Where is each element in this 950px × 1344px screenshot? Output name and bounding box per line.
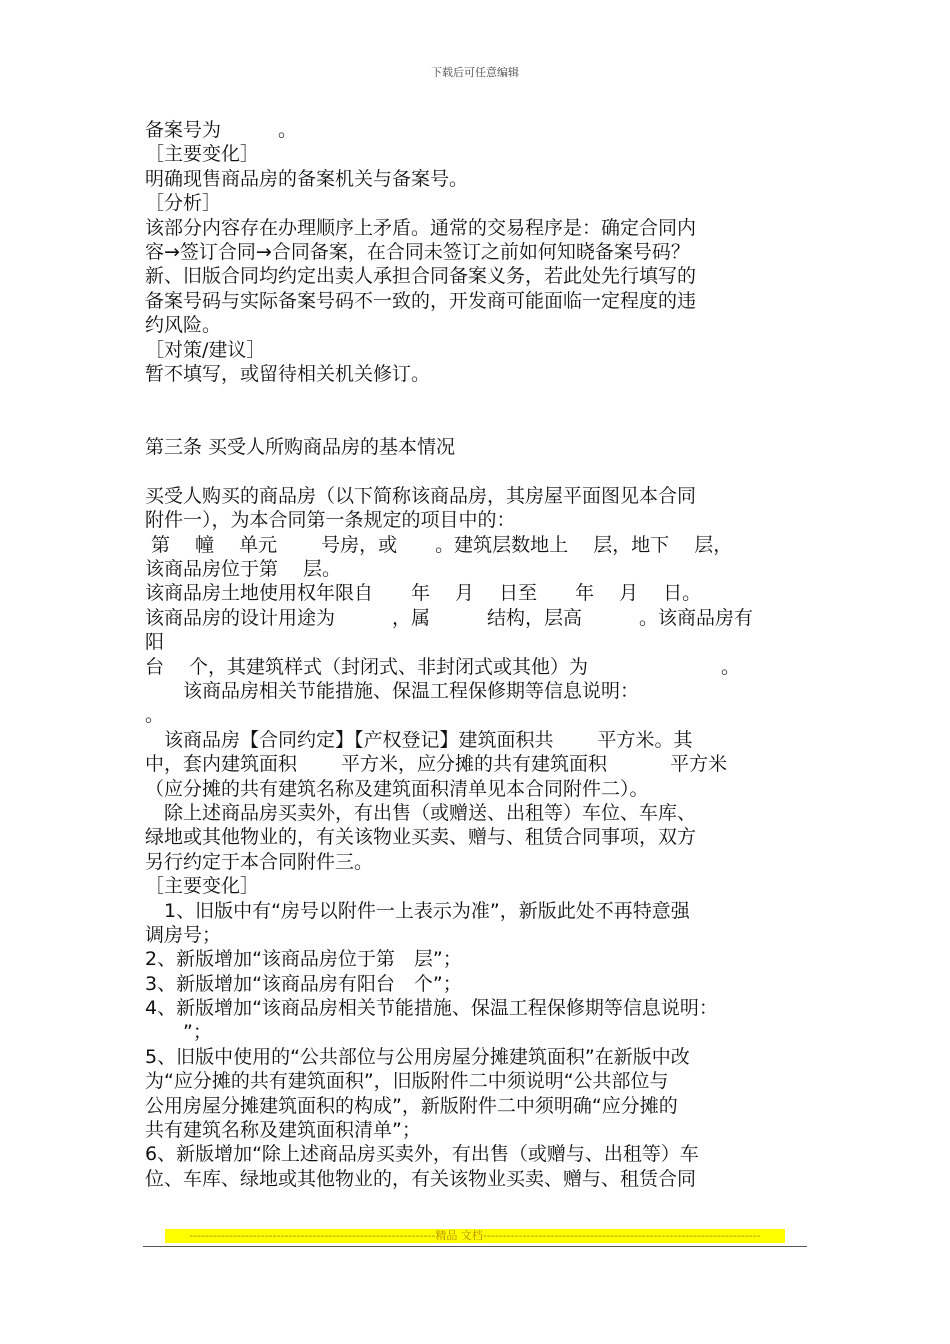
text-line: 5、旧版中使用的“公共部位与公用房屋分摊建筑面积”在新版中改 bbox=[145, 1045, 690, 1068]
text-line: 约风险。 bbox=[145, 314, 222, 337]
text-line: 调房号； bbox=[145, 923, 222, 946]
text-line: 该商品房【合同约定】【产权登记】建筑面积共 平方米。其 bbox=[145, 728, 693, 751]
text-line: 位、车库、绿地或其他物业的，有关该物业买卖、赠与、租赁合同 bbox=[145, 1167, 697, 1190]
section-heading: ［主要变化］ bbox=[145, 875, 260, 898]
text-line: 4、新版增加“该商品房相关节能措施、保温工程保修期等信息说明： bbox=[145, 997, 718, 1020]
text-line: 容→签订合同→合同备案，在合同未签订之前如何知晓备案号码？ bbox=[145, 240, 690, 263]
text-line: 新、旧版合同均约定出卖人承担合同备案义务，若此处先行填写的 bbox=[145, 265, 697, 288]
text-line: 该商品房的设计用途为 ，属 结构，层高 。该商品房有 bbox=[145, 606, 754, 629]
text-line: ”； bbox=[145, 1021, 212, 1044]
text-line: 1、旧版中有“房号以附件一上表示为准”，新版此处不再特意强 bbox=[145, 899, 690, 922]
spacer bbox=[145, 459, 810, 483]
page-header: 下载后可任意编辑 bbox=[431, 66, 519, 79]
document-body bbox=[145, 118, 810, 1191]
text-line: 。 bbox=[145, 704, 165, 727]
text-line: 第 幢 单元 号房，或 。建筑层数地上 层，地下 层， bbox=[145, 533, 733, 556]
text-line: 备案号为 。 bbox=[145, 119, 298, 141]
text-line: 绿地或其他物业的，有关该物业买卖、赠与、租赁合同事项，双方 bbox=[145, 826, 697, 849]
text-line: 该商品房相关节能措施、保温工程保修期等信息说明： bbox=[145, 680, 640, 702]
text-line: 备案号码与实际备案号码不一致的，开发商可能面临一定程度的违 bbox=[145, 289, 697, 312]
text-line: 明确现售商品房的备案机关与备案号。 bbox=[145, 167, 469, 190]
text-line: 中，套内建筑面积 平方米，应分摊的共有建筑面积 平方米 bbox=[145, 753, 728, 776]
text-line: 暂不填写，或留待相关机关修订。 bbox=[145, 362, 431, 385]
text-line: 为“应分摊的共有建筑面积”，旧版附件二中须说明“公共部位与 bbox=[145, 1070, 669, 1093]
article-title: 第三条 买受人所购商品房的基本情况 bbox=[145, 436, 456, 459]
text-line: 2、新版增加“该商品房位于第 层”； bbox=[145, 948, 462, 971]
text-line: 6、新版增加“除上述商品房买卖外，有出售（或赠与、出租等）车 bbox=[145, 1143, 699, 1166]
spacer bbox=[145, 386, 810, 435]
text-line: 阳 bbox=[145, 631, 165, 654]
text-line: 附件一），为本合同第一条规定的项目中的： bbox=[145, 509, 516, 532]
text-line: 该部分内容存在办理顺序上矛盾。通常的交易程序是：确定合同内 bbox=[145, 216, 697, 239]
text-line: 另行约定于本合同附件三。 bbox=[145, 850, 374, 873]
footer-divider bbox=[143, 1246, 807, 1247]
text-line: （应分摊的共有建筑名称及建筑面积清单见本合同附件二）。 bbox=[145, 777, 649, 800]
text-line: 该商品房位于第 层。 bbox=[145, 558, 342, 581]
text-line: 公用房屋分摊建筑面积的构成”，新版附件二中须明确“应分摊的 bbox=[145, 1094, 678, 1117]
section-heading: ［对策/建议］ bbox=[145, 338, 266, 361]
text-line: 台 个，其建筑样式（封闭式、非封闭式或其他）为 。 bbox=[145, 655, 741, 678]
footer-banner: --------------------------------------------------------------精品 文档---------------------------------------------------------------------- bbox=[165, 1229, 785, 1243]
text-line: 买受人购买的商品房（以下简称该商品房，其房屋平面图见本合同 bbox=[145, 484, 697, 507]
text-line: 3、新版增加“该商品房有阳台 个”； bbox=[145, 972, 462, 995]
text-line: 该商品房土地使用权年限自 年 月 日至 年 月 日。 bbox=[145, 582, 702, 605]
section-heading: ［主要变化］ bbox=[145, 143, 260, 166]
section-heading: ［分析］ bbox=[145, 192, 222, 215]
text-line: 共有建筑名称及建筑面积清单”； bbox=[145, 1119, 421, 1142]
text-line: 除上述商品房买卖外，有出售（或赠送、出租等）车位、车库、 bbox=[145, 801, 697, 824]
